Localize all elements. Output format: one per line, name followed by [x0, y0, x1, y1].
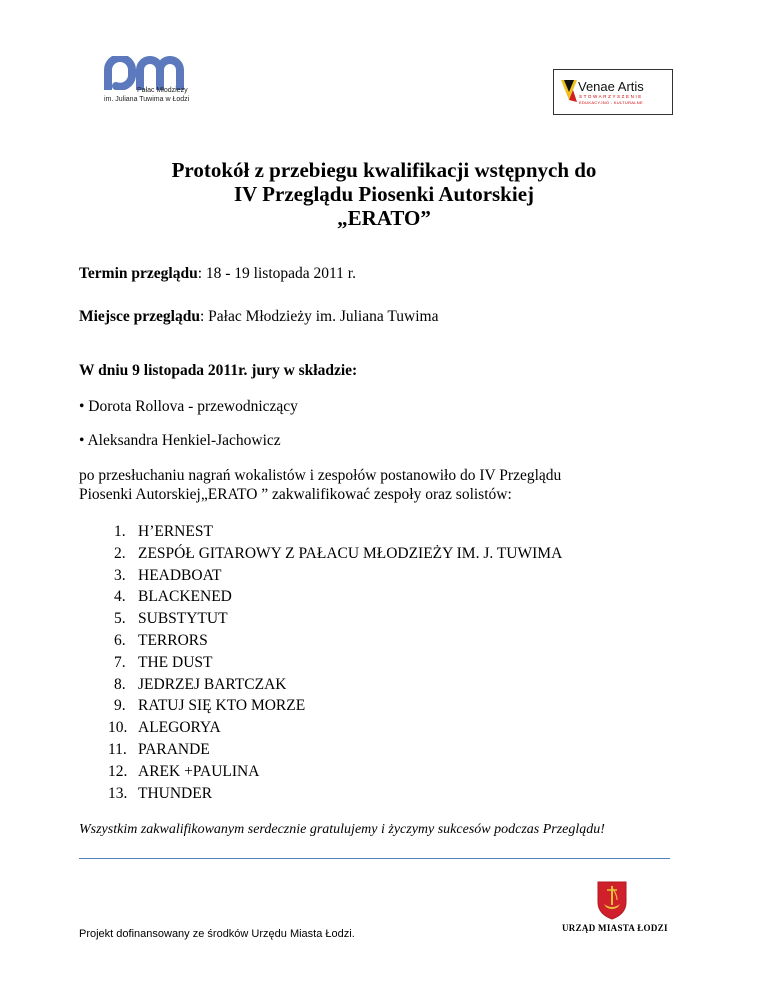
jury-heading: W dniu 9 listopada 2011r. jury w składzie:	[79, 362, 358, 379]
list-item: 4. BLACKENED	[114, 588, 232, 606]
venae-logo-line1: STOWARZYSZENIE	[579, 94, 643, 99]
jury-member-1: • Dorota Rollova - przewodniczący	[79, 398, 298, 415]
venae-artis-logo	[553, 69, 673, 115]
venae-triangle-icon	[560, 78, 578, 104]
miejsce-label: Miejsce przeglądu	[79, 308, 200, 325]
pm-monogram-icon	[104, 56, 194, 90]
jury-member-2: • Aleksandra Henkiel-Jachowicz	[79, 432, 281, 449]
qualified-list	[108, 521, 563, 804]
intro-line-2: Piosenki Autorskiej„ERATO ” zakwalifikować zespoły oraz solistów:	[79, 486, 512, 503]
list-item: 5. SUBSTYTUT	[114, 610, 228, 628]
list-item: 6. TERRORS	[114, 631, 208, 649]
document-title-line3: „ERATO”	[337, 206, 431, 230]
list-item: 2. ZESPÓŁ GITAROWY Z PAŁACU MŁODZIEŻY IM. J. TUWIMA	[114, 544, 563, 562]
list-item: 9. RATUJ SIĘ KTO MORZE	[114, 697, 306, 715]
palace-logo-line1: Pałac Młodzieży	[137, 87, 188, 94]
document-title-line1: Protokół z przebiegu kwalifikacji wstępnych do	[171, 158, 597, 182]
palace-logo	[104, 56, 214, 108]
list-item: 7. THE DUST	[114, 653, 213, 671]
miejsce-line	[79, 307, 438, 327]
city-office-name: URZĄD MIASTA ŁODZI	[562, 923, 668, 933]
funding-note: Projekt dofinansowany ze środków Urzędu Miasta Łodzi.	[79, 928, 355, 940]
palace-logo-line2: im. Juliana Tuwima w Łodzi	[104, 96, 190, 103]
termin-label: Termin przeglądu	[79, 265, 198, 282]
venae-logo-line2: EDUKACYJNO - KULTURALNE	[579, 100, 643, 105]
termin-value: : 18 - 19 listopada 2011 r.	[197, 265, 356, 282]
venae-logo-name: Venae Artis	[578, 79, 644, 94]
document-title-line2: IV Przeglądu Piosenki Autorskiej	[233, 182, 535, 206]
termin-line	[79, 264, 356, 284]
footer-divider	[79, 858, 670, 859]
list-item: 10. ALEGORYA	[108, 719, 221, 737]
congratulations-text: Wszystkim zakwalifikowanym serdecznie gratulujemy i życzymy sukcesów podczas Przeglądu!	[79, 822, 605, 837]
list-item: 3. HEADBOAT	[114, 566, 222, 584]
list-item: 12. AREK +PAULINA	[108, 762, 260, 780]
miejsce-value: : Pałac Młodzieży im. Juliana Tuwima	[199, 308, 439, 325]
list-item: 8. JEDRZEJ BARTCZAK	[114, 675, 287, 693]
list-item: 11. PARANDE	[108, 740, 210, 758]
intro-line-1: po przesłuchaniu nagrań wokalistów i zespołów postanowiło do IV Przeglądu	[79, 467, 562, 484]
list-item: 13. THUNDER	[108, 784, 213, 802]
list-item: 1. H’ERNEST	[114, 523, 213, 540]
lodz-crest-icon	[596, 880, 628, 920]
